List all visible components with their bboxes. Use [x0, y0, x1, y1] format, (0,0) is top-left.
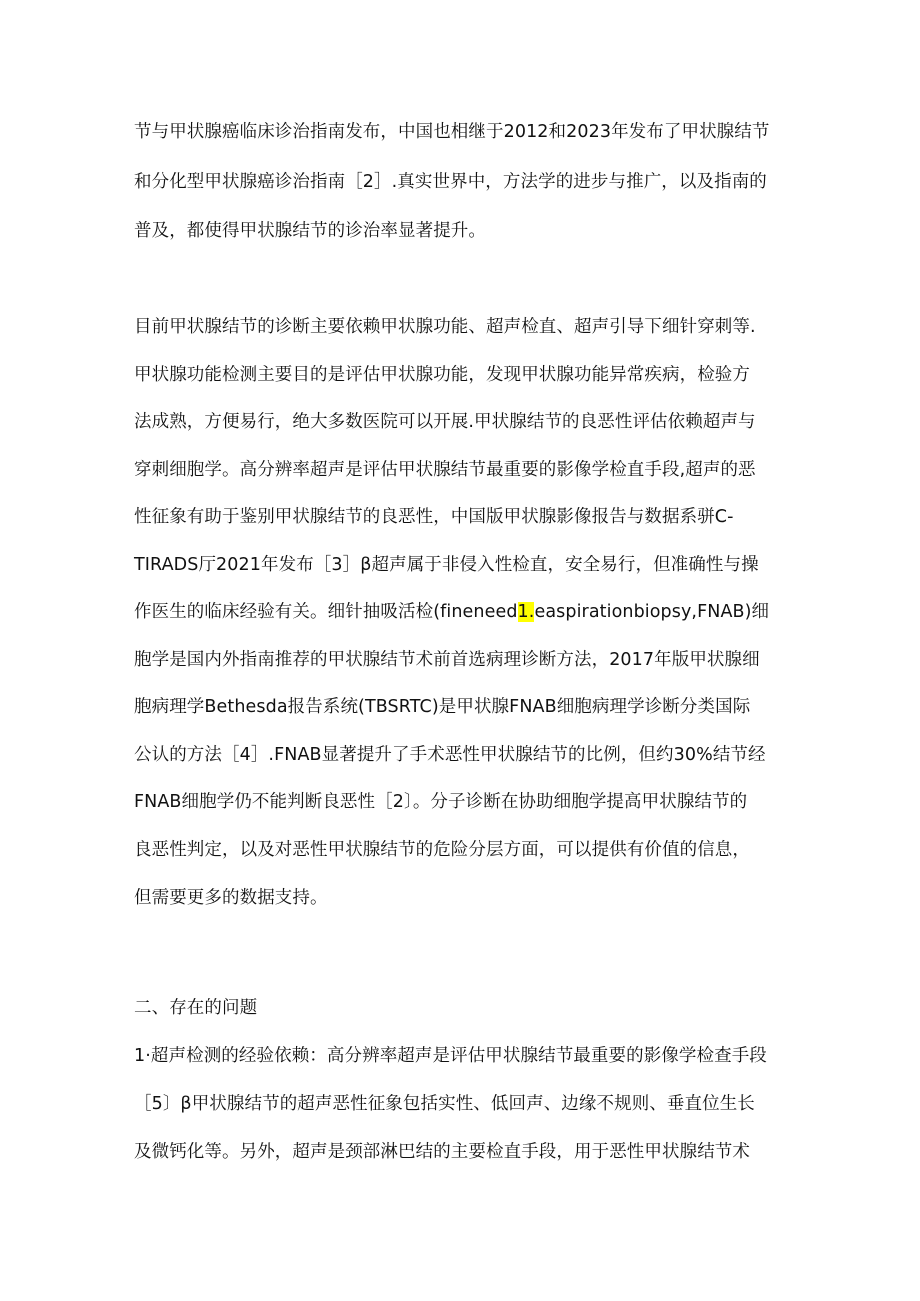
- line-text-after: easpirationbiopsy,FNAB)细: [534, 602, 770, 622]
- paragraph-1-line-1: 节与甲状腺癌临床诊治指南发布，中国也相继于2012和2023年发布了甲状腺结节: [134, 122, 770, 142]
- highlighted-text: 1.: [517, 602, 535, 622]
- paragraph-2-line-1: 目前甲状腺结节的诊断主要依赖甲状腺功能、超声检直、超声引导下细针穿刺等.: [134, 317, 756, 337]
- paragraph-3-line-3: 及微钙化等。另外，超声是颈部淋巴结的主要检直手段，用于恶性甲状腺结节术: [134, 1142, 750, 1162]
- paragraph-3-line-1: 1·超声检测的经验依赖：高分辨率超声是评估甲状腺结节最重要的影像学检查手段: [134, 1046, 767, 1066]
- paragraph-2-line-8: 胞学是国内外指南推荐的甲状腺结节术前首选病理诊断方法，2017年版甲状腺细: [134, 650, 760, 670]
- paragraph-2-line-6: TIRADS厅2021年发布［3］β超声属于非侵入性检直，安全易行，但准确性与操: [134, 555, 759, 575]
- paragraph-2-line-2: 甲状腺功能检测主要目的是评估甲状腺功能，发现甲状腺功能异常疾病，检验方: [134, 365, 750, 385]
- paragraph-2-line-13: 但需要更多的数据支持。: [134, 888, 328, 908]
- paragraph-2-line-7: [134, 600, 769, 624]
- line-text-before: 作医生的临床经验有关。细针抽吸活检(fineneed: [134, 602, 518, 622]
- paragraph-1-line-3: 普及，都使得甲状腺结节的诊治率显著提升。: [134, 221, 486, 241]
- paragraph-2-line-5: 性征象有助于鉴别甲状腺结节的良恶性，中国版甲状腺影像报告与数据系骈C-: [134, 507, 734, 527]
- paragraph-3-line-2: ［5〕β甲状腺结节的超声恶性征象包括实性、低回声、边缘不规则、垂直位生长: [134, 1094, 755, 1114]
- paragraph-1-line-2: 和分化型甲状腺癌诊治指南［2］.真实世界中，方法学的进步与推广，以及指南的: [134, 172, 767, 192]
- paragraph-2-line-11: FNAB细胞学仍不能判断良恶性［2〕。分子诊断在协助细胞学提高甲状腺结节的: [134, 792, 748, 812]
- paragraph-2-line-10: 公认的方法［4］.FNAB显著提升了手术恶性甲状腺结节的比例，但约30%结节经: [134, 745, 766, 765]
- paragraph-2-line-4: 穿刺细胞学。高分辨率超声是评估甲状腺结节最重要的影像学检直手段,超声的恶: [134, 460, 756, 480]
- paragraph-2-line-3: 法成熟，方便易行，绝大多数医院可以开展.甲状腺结节的良恶性评估依赖超声与: [134, 412, 756, 432]
- paragraph-2-line-12: 良恶性判定，以及对恶性甲状腺结节的危险分层方面，可以提供有价值的信息，: [134, 840, 750, 860]
- paragraph-2-line-9: 胞病理学Bethesda报告系统(TBSRTC)是甲状腺FNAB细胞病理学诊断分类国际: [134, 697, 751, 717]
- section-heading: 二、存在的问题: [134, 998, 258, 1018]
